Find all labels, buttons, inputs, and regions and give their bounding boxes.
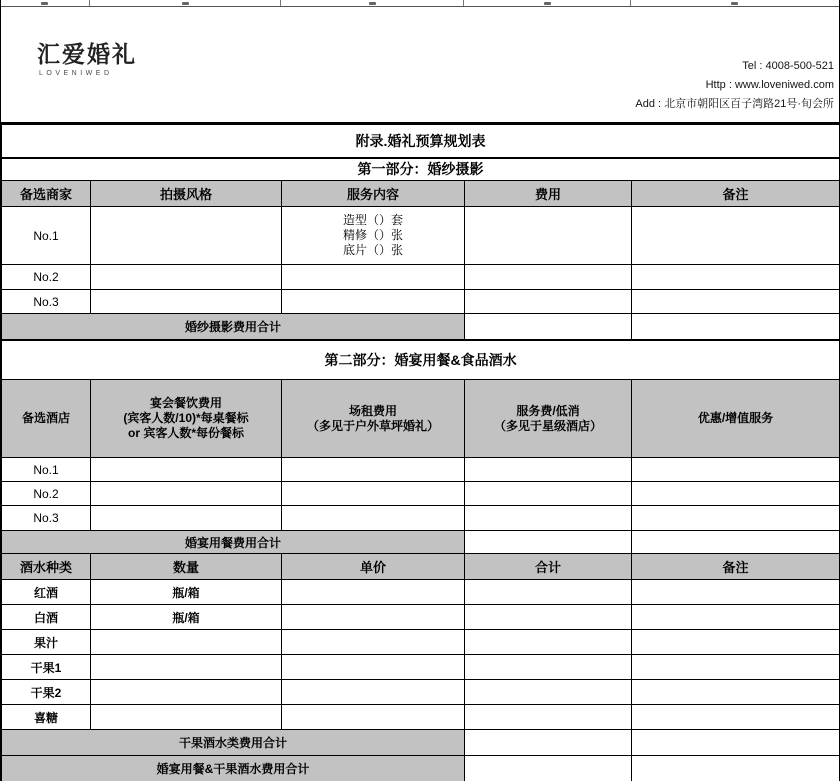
col-header-unit-price: 单价 — [282, 554, 465, 580]
clipped-cell — [281, 0, 464, 6]
clipped-cell — [90, 0, 281, 6]
table-row — [2, 531, 840, 554]
unit-price-cell[interactable] — [282, 655, 465, 680]
quantity-cell[interactable] — [91, 705, 282, 730]
col-header-style: 拍摄风格 — [91, 181, 282, 207]
col-header-vendor: 备选商家 — [2, 181, 91, 207]
catering-cost-cell[interactable] — [91, 458, 282, 482]
catering-cost-cell[interactable] — [91, 482, 282, 506]
table-row — [2, 580, 840, 605]
col-header-subtotal: 合计 — [465, 554, 632, 580]
venue-fee-cell[interactable] — [282, 482, 465, 506]
clipped-text-fragment — [731, 2, 738, 5]
header-line: （多见于星级酒店） — [493, 418, 602, 433]
header-line: 场租费用 — [348, 403, 397, 418]
beverage-type-label: 干果2 — [2, 680, 91, 705]
service-fee-cell[interactable] — [465, 506, 632, 531]
clipped-top-row — [1, 0, 839, 7]
clipped-text-fragment — [369, 2, 376, 5]
grand-total-label: 婚宴用餐&干果酒水费用合计 — [2, 756, 465, 781]
remark-cell[interactable] — [632, 655, 840, 680]
beverage-type-label: 喜糖 — [2, 705, 91, 730]
header-line: (宾客人数/10)*每桌餐标 — [123, 411, 249, 425]
style-cell[interactable] — [91, 265, 282, 290]
service-content-cell[interactable] — [282, 290, 465, 314]
table-row — [2, 655, 840, 680]
benefits-cell[interactable] — [632, 506, 840, 531]
company-logo — [37, 43, 137, 77]
service-content-cell[interactable] — [282, 207, 465, 265]
table-row — [2, 680, 840, 705]
banquet-total-fee-cell[interactable] — [465, 531, 632, 554]
col-header-fee: 费用 — [465, 181, 632, 207]
col-header-note: 备注 — [632, 181, 840, 207]
fee-cell[interactable] — [465, 207, 632, 265]
contact-info — [635, 57, 834, 114]
quantity-cell[interactable] — [91, 655, 282, 680]
clipped-cell — [1, 0, 90, 6]
col-header-service-fee — [465, 380, 632, 458]
grand-total-fee-cell[interactable] — [465, 756, 632, 781]
banquet-total-note-cell[interactable] — [632, 531, 840, 554]
clipped-text-fragment — [544, 2, 551, 5]
quantity-cell[interactable]: 瓶/箱 — [91, 580, 282, 605]
banquet-total-label: 婚宴用餐费用合计 — [2, 531, 465, 554]
header-line: 备选酒店 — [21, 411, 70, 425]
vendor-label: No.1 — [2, 207, 91, 265]
contact-tel: Tel : 4008-500-521 — [742, 60, 834, 72]
logo-chinese-name: 汇爱婚礼 — [37, 41, 137, 68]
section1-title: 第一部分：婚纱摄影 — [2, 158, 840, 181]
beverage-total-fee-cell[interactable] — [465, 730, 632, 756]
benefits-cell[interactable] — [632, 482, 840, 506]
remark-cell[interactable] — [632, 705, 840, 730]
vendor-label: No.2 — [2, 265, 91, 290]
subtotal-cell[interactable] — [465, 655, 632, 680]
note-cell[interactable] — [632, 207, 840, 265]
photography-total-label: 婚纱摄影费用合计 — [2, 314, 465, 340]
subtotal-cell[interactable] — [465, 705, 632, 730]
section2-title: 第二部分：婚宴用餐&食品酒水 — [2, 340, 840, 380]
header-line: or 宾客人数*每份餐标 — [127, 426, 244, 440]
col-header-quantity: 数量 — [91, 554, 282, 580]
quantity-cell[interactable] — [91, 680, 282, 705]
venue-fee-cell[interactable] — [282, 458, 465, 482]
beverage-total-label: 干果酒水类费用合计 — [2, 730, 465, 756]
table-row — [2, 458, 840, 482]
benefits-cell[interactable] — [632, 458, 840, 482]
remark-cell[interactable] — [632, 605, 840, 630]
col-header-benefits — [632, 380, 840, 458]
quantity-cell[interactable] — [91, 630, 282, 655]
unit-price-cell[interactable] — [282, 605, 465, 630]
header-line: 宴会餐饮费用 — [149, 396, 222, 410]
beverage-total-note-cell[interactable] — [632, 730, 840, 756]
fee-cell[interactable] — [465, 265, 632, 290]
catering-cost-cell[interactable] — [91, 506, 282, 531]
service-fee-cell[interactable] — [465, 482, 632, 506]
clipped-text-fragment — [41, 2, 48, 5]
subtotal-cell[interactable] — [465, 680, 632, 705]
unit-price-cell[interactable] — [282, 705, 465, 730]
service-fee-cell[interactable] — [465, 458, 632, 482]
header-line: 服务费/低消 — [516, 403, 580, 418]
document-title: 附录.婚礼预算规划表 — [2, 125, 840, 158]
remark-cell[interactable] — [632, 680, 840, 705]
unit-price-cell[interactable] — [282, 630, 465, 655]
logo-english-name: LOVENIWED — [39, 70, 113, 77]
table-row — [2, 756, 840, 781]
clipped-cell — [464, 0, 631, 6]
col-header-catering-cost — [91, 380, 282, 458]
header-line: （多见于户外草坪婚礼） — [306, 418, 439, 433]
beverage-type-label: 果汁 — [2, 630, 91, 655]
style-cell[interactable] — [91, 207, 282, 265]
table-row — [2, 730, 840, 756]
hotel-label: No.3 — [2, 506, 91, 531]
service-line: 底片（）张 — [342, 243, 403, 257]
col-header-hotel — [2, 380, 91, 458]
col-header-remark: 备注 — [632, 554, 840, 580]
col-header-service: 服务内容 — [282, 181, 465, 207]
photography-total-fee-cell[interactable] — [465, 314, 632, 340]
budget-table — [1, 124, 840, 781]
unit-price-cell[interactable] — [282, 580, 465, 605]
contact-address: Add : 北京市朝阳区百子湾路21号·旬会所 — [635, 98, 834, 110]
table-row — [2, 290, 840, 314]
vendor-label: No.3 — [2, 290, 91, 314]
table-row — [2, 630, 840, 655]
brand-header — [1, 7, 839, 124]
remark-cell[interactable] — [632, 630, 840, 655]
photography-total-note-cell[interactable] — [632, 314, 840, 340]
venue-fee-cell[interactable] — [282, 506, 465, 531]
note-cell[interactable] — [632, 265, 840, 290]
table-row — [2, 482, 840, 506]
grand-total-note-cell[interactable] — [632, 756, 840, 781]
beverage-type-label: 红酒 — [2, 580, 91, 605]
fee-cell[interactable] — [465, 290, 632, 314]
service-content-cell[interactable] — [282, 265, 465, 290]
subtotal-cell[interactable] — [465, 580, 632, 605]
table-row — [2, 705, 840, 730]
contact-website: Http : www.loveniwed.com — [705, 79, 834, 91]
remark-cell[interactable] — [632, 580, 840, 605]
style-cell[interactable] — [91, 290, 282, 314]
service-line: 精修（）张 — [342, 228, 403, 242]
header-line: 优惠/增值服务 — [697, 411, 774, 425]
unit-price-cell[interactable] — [282, 680, 465, 705]
subtotal-cell[interactable] — [465, 630, 632, 655]
subtotal-cell[interactable] — [465, 605, 632, 630]
clipped-text-fragment — [182, 2, 189, 5]
hotel-label: No.2 — [2, 482, 91, 506]
table-row — [2, 314, 840, 340]
table-row — [2, 506, 840, 531]
beverage-type-label: 白酒 — [2, 605, 91, 630]
col-header-venue-fee — [282, 380, 465, 458]
table-row — [2, 265, 840, 290]
col-header-beverage-type: 酒水种类 — [2, 554, 91, 580]
service-line: 造型（）套 — [342, 213, 403, 227]
table-row — [2, 605, 840, 630]
beverage-type-label: 干果1 — [2, 655, 91, 680]
note-cell[interactable] — [632, 290, 840, 314]
quantity-cell[interactable]: 瓶/箱 — [91, 605, 282, 630]
clipped-cell — [631, 0, 839, 6]
table-row — [2, 207, 840, 265]
hotel-label: No.1 — [2, 458, 91, 482]
